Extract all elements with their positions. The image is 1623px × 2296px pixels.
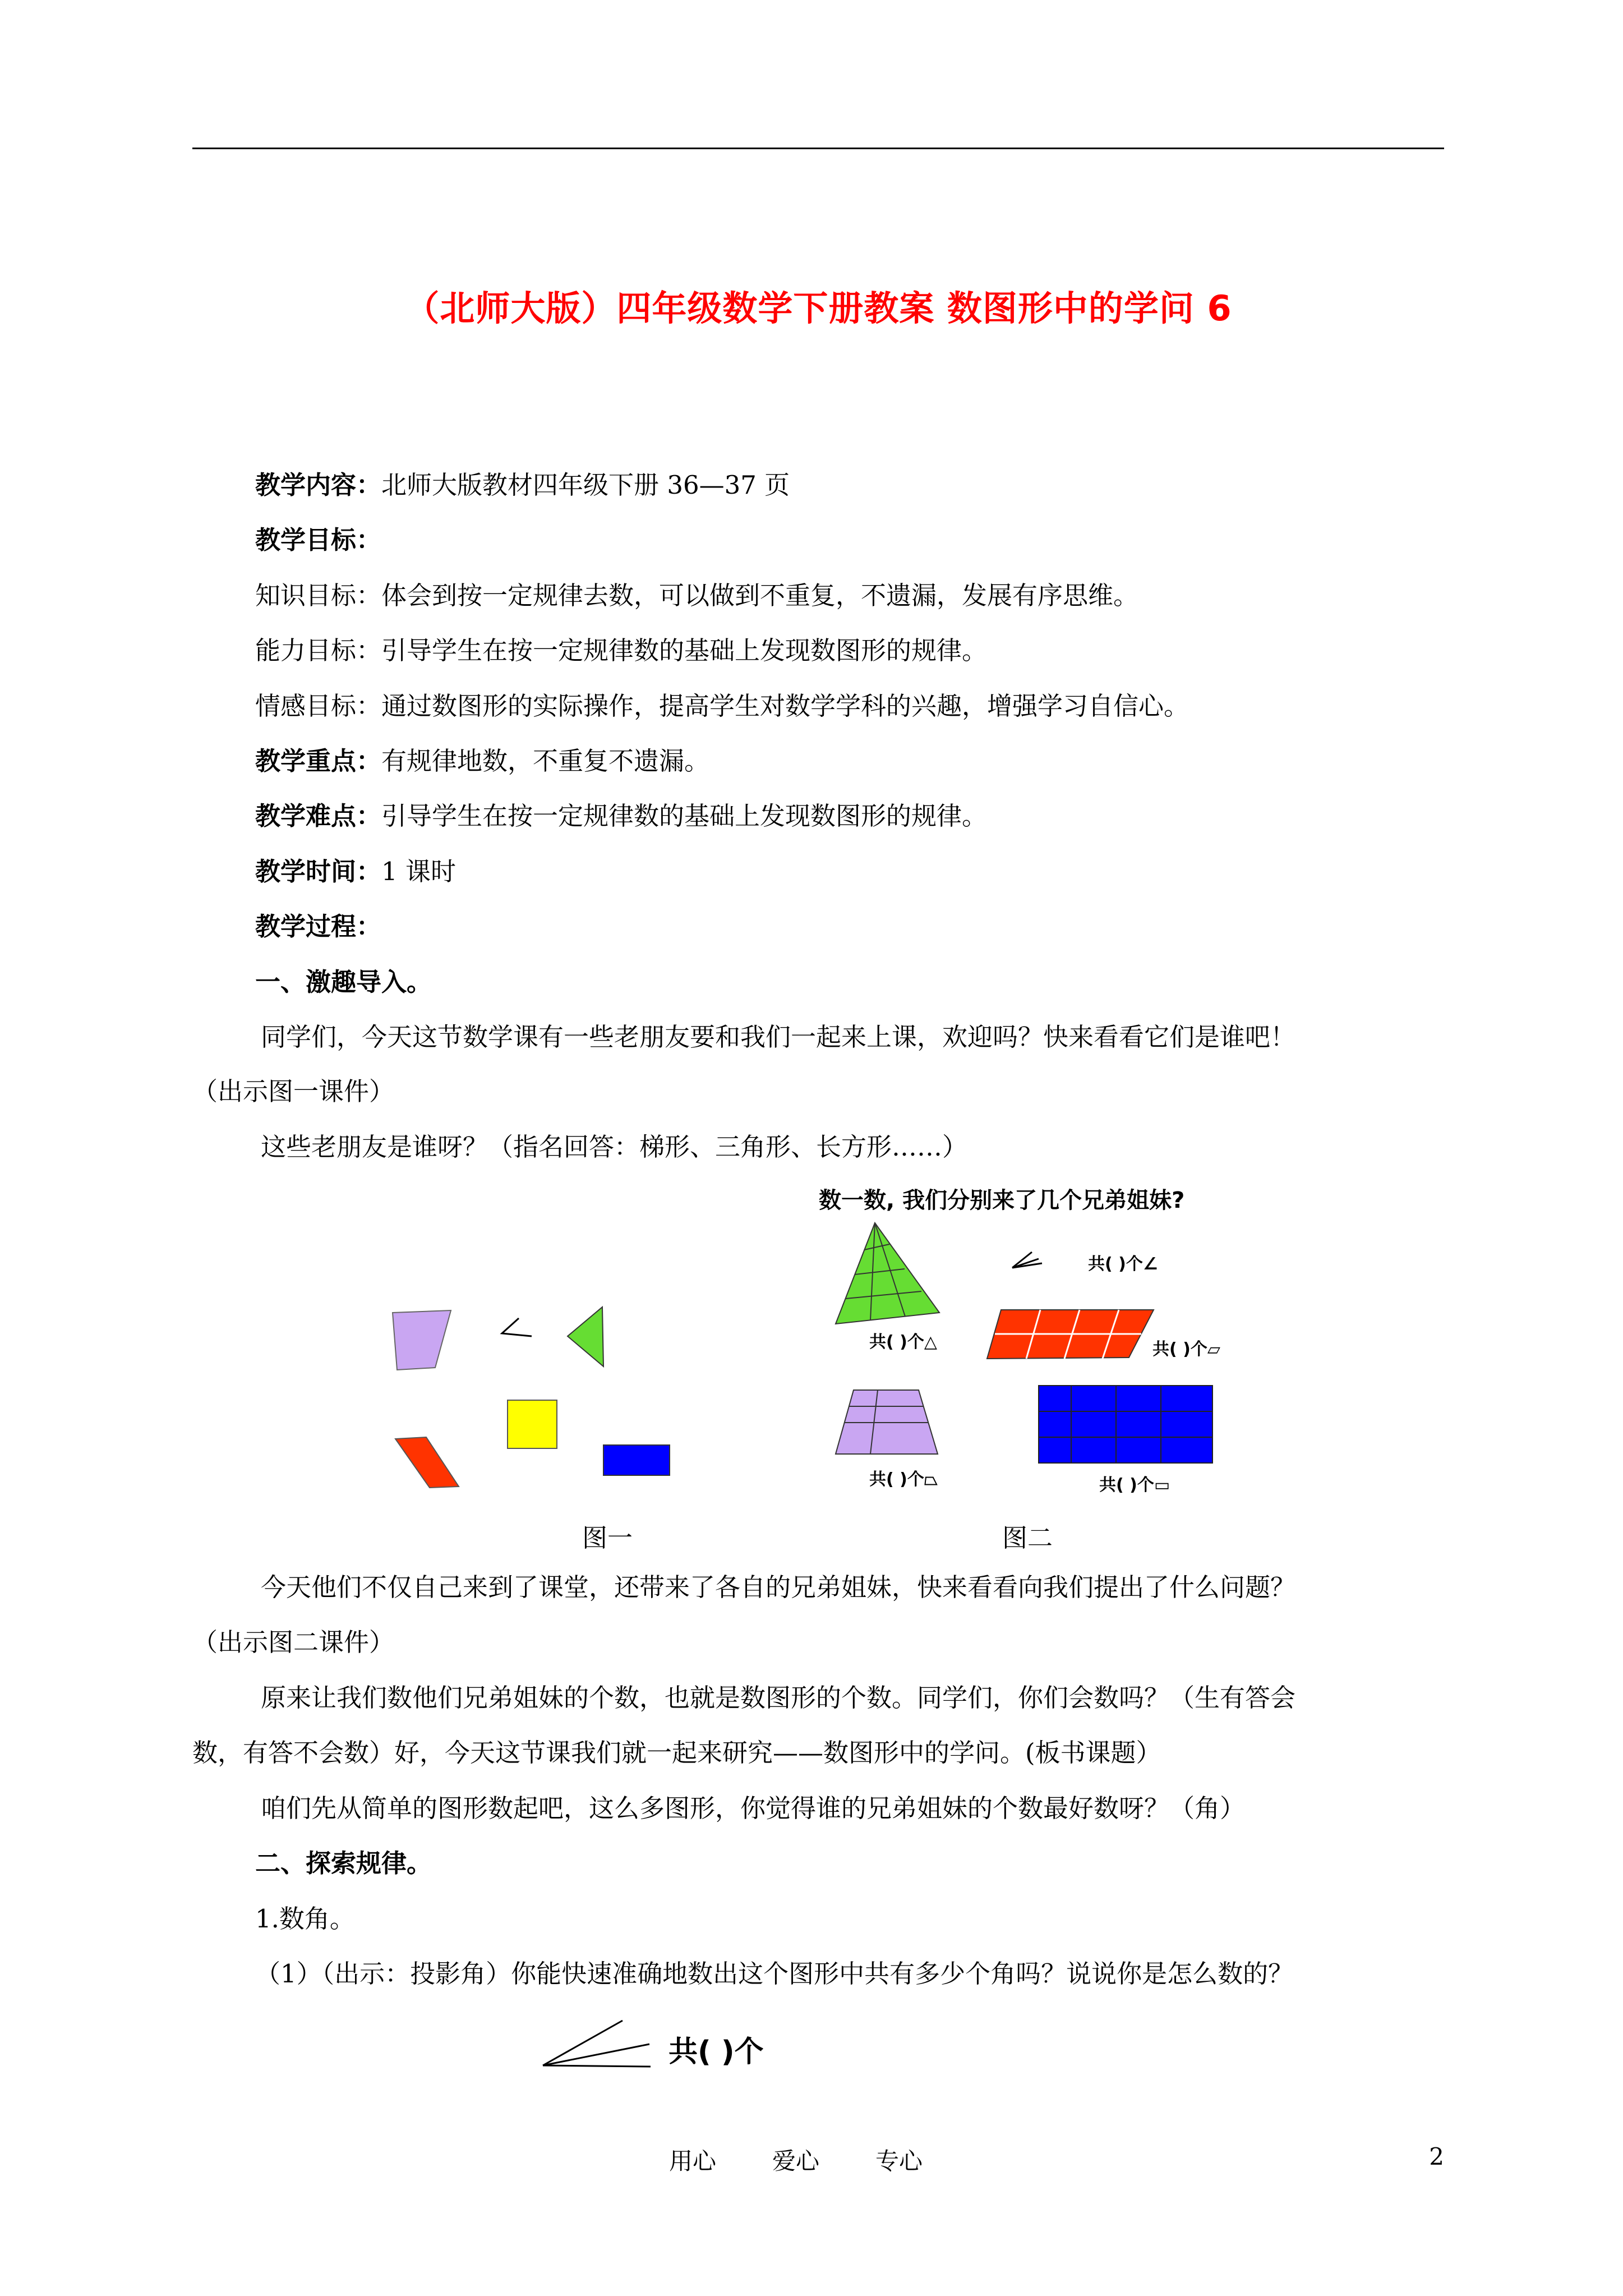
footer-motto-2: 爱心 xyxy=(772,2147,820,2175)
trapezoid-shape xyxy=(393,1310,451,1370)
paragraph-4a: 原来让我们数他们兄弟姐妹的个数，也就是数图形的个数。同学们，你们会数吗？（生有答会 xyxy=(261,1683,1296,1713)
rectangle-shape xyxy=(603,1445,670,1475)
grid-triangle xyxy=(836,1223,939,1324)
page-number: 2 xyxy=(1429,2143,1444,2170)
angle-shape xyxy=(502,1318,532,1336)
item-1-question: （1）（出示：投影角）你能快速准确地数出这个图形中共有多少个角吗？说说你是怎么数的？ xyxy=(255,1959,1294,1989)
line-time xyxy=(255,855,456,889)
section-heading-1: 一、激趣导入。 xyxy=(255,967,432,997)
label-key-point: 教学重点： xyxy=(255,746,382,776)
footer-motto-3: 专心 xyxy=(875,2147,923,2175)
angle-count-label: 共( )个 xyxy=(668,2035,764,2069)
page-title: （北师大版）四年级数学下册教案 数图形中的学问 6 xyxy=(404,288,1232,329)
caption-figure-1: 图一 xyxy=(582,1523,633,1553)
label-teaching-content: 教学内容： xyxy=(255,470,382,500)
text-key-point: 有规律地数，不重复不遗漏。 xyxy=(381,746,710,776)
square-shape xyxy=(508,1400,557,1448)
multi-ray-angle xyxy=(1012,1252,1042,1268)
line-knowledge-goal: 知识目标：体会到按一定规律去数，可以做到不重复，不遗漏，发展有序思维。 xyxy=(255,581,1139,610)
line-teaching-content xyxy=(255,468,790,502)
grid-parallelogram xyxy=(987,1310,1154,1359)
figure-2-heading: 数一数, 我们分别来了几个兄弟姐妹? xyxy=(819,1188,1185,1213)
item-1: 1.数角。 xyxy=(255,1904,355,1934)
caption-figure-2: 图二 xyxy=(1002,1523,1053,1553)
footer-motto-1: 用心 xyxy=(669,2147,717,2175)
parallelogram-shape xyxy=(395,1437,459,1488)
label-difficulty: 教学难点： xyxy=(255,801,382,831)
footer-mottos xyxy=(669,2143,979,2177)
header-rule xyxy=(192,148,1444,149)
section-heading-2: 二、探索规律。 xyxy=(255,1848,432,1878)
triangle-shape xyxy=(568,1307,603,1366)
line-emotion-goal: 情感目标：通过数图形的实际操作，提高学生对数学学科的兴趣，增强学习自信心。 xyxy=(255,691,1189,721)
paragraph-5: 咱们先从简单的图形数起吧，这么多图形，你觉得谁的兄弟姐妹的个数最好数呀？（角） xyxy=(261,1793,1246,1823)
paragraph-1a: 同学们，今天这节数学课有一些老朋友要和我们一起来上课，欢迎吗？快来看看它们是谁吧！ xyxy=(261,1022,1296,1052)
label-process: 教学过程： xyxy=(255,912,382,941)
text-time: 1 课时 xyxy=(381,857,456,886)
line-teaching-goals xyxy=(255,523,381,557)
label-teaching-goals: 教学目标： xyxy=(255,525,382,555)
text-difficulty: 引导学生在按一定规律数的基础上发现数图形的规律。 xyxy=(381,801,988,831)
label-count-rectangles: 共( )个▭ xyxy=(1099,1475,1170,1495)
line-difficulty xyxy=(255,799,987,833)
label-count-angles: 共( )个∠ xyxy=(1088,1254,1158,1274)
line-ability-goal: 能力目标：引导学生在按一定规律数的基础上发现数图形的规律。 xyxy=(255,636,988,665)
grid-trapezoid xyxy=(836,1390,938,1454)
grid-rectangle xyxy=(1039,1386,1212,1463)
paragraph-3b: （出示图二课件） xyxy=(192,1627,395,1657)
label-count-trapezoids: 共( )个⏢ xyxy=(869,1470,938,1489)
label-count-triangles: 共( )个△ xyxy=(869,1332,937,1352)
line-process xyxy=(255,910,381,944)
counting-angle-figure xyxy=(538,2014,662,2076)
label-time: 教学时间： xyxy=(255,857,382,886)
paragraph-3a: 今天他们不仅自己来到了课堂，还带来了各自的兄弟姐妹，快来看看向我们提出了什么问题？ xyxy=(261,1572,1296,1602)
label-count-parallelograms: 共( )个▱ xyxy=(1152,1340,1220,1359)
line-key-point xyxy=(255,744,709,778)
paragraph-1b: （出示图一课件） xyxy=(192,1076,395,1106)
figure-1 xyxy=(381,1290,695,1498)
paragraph-4b: 数，有答不会数）好，今天这节课我们就一起来研究——数图形中的学问。(板书课题） xyxy=(192,1738,1161,1768)
paragraph-2: 这些老朋友是谁呀？（指名回答：梯形、三角形、长方形……） xyxy=(261,1132,968,1162)
text-teaching-content: 北师大版教材四年级下册 36—37 页 xyxy=(381,470,790,500)
